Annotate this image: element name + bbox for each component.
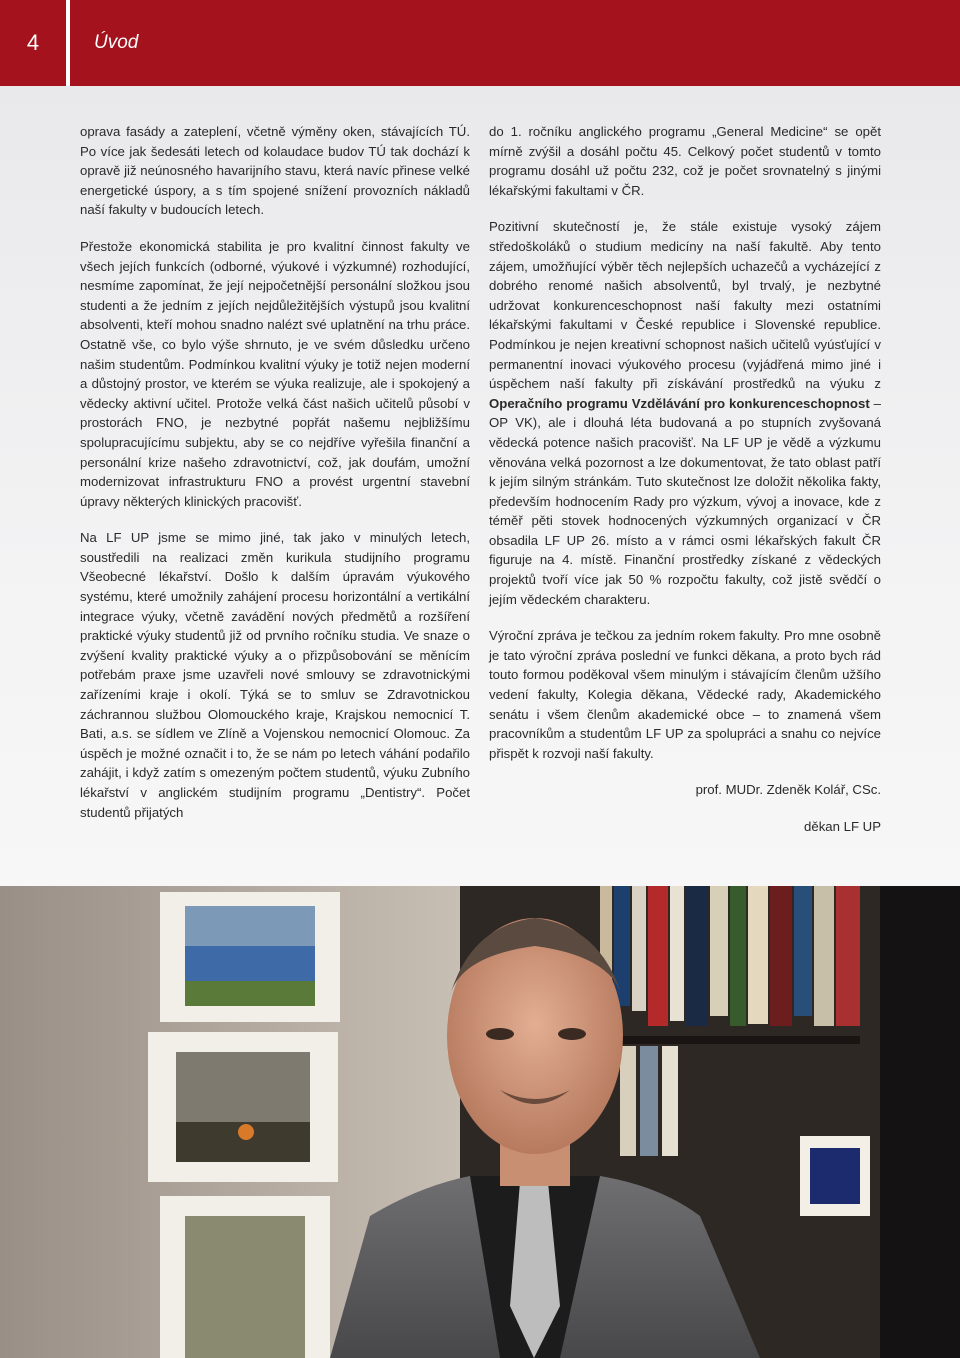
signature-name: prof. MUDr. Zdeněk Kolář, CSc.	[695, 782, 881, 798]
painting-lower	[160, 1196, 330, 1358]
right-column	[489, 122, 881, 854]
painting-fire	[148, 1032, 338, 1182]
signature-role: děkan LF UP	[804, 819, 881, 834]
right-paragraph-1: do 1. ročníku anglického programu „General Medicine“ se opět mírně zvýšil a dosáhl počtu 45. Celkový počet studentů v tomto programu dosáhl už počtu 232, což je počet srovnatelný s jinými lékařskými fakultami v ČR.	[489, 124, 881, 198]
portrait-illustration	[0, 886, 960, 1358]
left-paragraph-2: Přestože ekonomická stabilita je pro kvalitní činnost fakulty ve všech jejích funkcích (odborné, výukové i výzkumné) rozhodující, nesmíme zapomínat, že její nejpočetnější personální složkou jsou studenti a že jedním z jejích nejdůležitějších výstupů jsou kvalitní absolventi, kteří mohou snadno nalézt své uplatnění na trhu práce. Ostatně vše, co bylo výše shrnuto, je ve svém důsledku určeno našim studentům. Podmínkou kvalitní výuky je totiž nejen moderní a důstojný prostor, ve kterém se výuka realizuje, ale i spokojený a vědecky aktivní učitel. Protože velká část našich učitelů působí v prostorách FNO, je nezbytné popřát našemu nejbližšímu spolupracujícímu subjektu, aby se co nejdříve vyřešila finanční a personální krize našeho zdravotnictví, což, jak doufám, umožní modernizovat infrastrukturu FNO a provést urgentní stavební úpravy některých klinických pracovišť.	[80, 238, 470, 509]
right-paragraph-2	[489, 217, 881, 609]
painting-field	[160, 892, 340, 1022]
right-paragraph-2-end: – OP VK), ale i dlouhá léta budovaná a po stupních zvyšovaná vědecká potence našich pracovišť. Na LF UP je vědě a výzkumu věnována velká pozornost a lze dokumentovat, že tato oblast patří k jejím silným stránkám. Tuto skutečnost lze doložit několika fakty, především hodnocením Rady pro výzkum, vývoj a inovace, kde z téměř pěti stovek hodnocených výzkumných organizací v ČR obsadila LF UP 26. místo a v rámci osmi lékařských fakult ČR figuruje na 4. místě. Finanční prostředky získané z vědeckých projektů tvoří více jak 50 % rozpočtu fakulty, což jistě svědčí o jejím vědeckém charakteru.	[489, 395, 881, 607]
left-column	[80, 122, 470, 822]
right-paragraph-3: Výroční zpráva je tečkou za jedním rokem fakulty. Pro mne osobně je tato výroční zpráva poslední ve funkci děkana, a proto bych rád touto formou poděkoval všem minulým i stávajícím členům užšího vedení fakulty, Kolegia děkana, Vědecké rady, Akademického senátu i všem členům akademické obce – to znamená všem pracovníkům a studentům LF UP za spolupráci a snahu co nejvíce přispět k rozvoji naší fakulty.	[489, 628, 881, 761]
right-paragraph-2-start: Pozitivní skutečností je, že stále existuje vysoký zájem středoškoláků o studium medicíny na naší fakultě. Aby tento zájem, umožňující výběr těch nejlepších uchazečů a vycházející z dobrého renomé našich absolventů, byl trvalý, je nezbytné udržovat konkurenceschopnost naší fakulty mezi ostatními lékařskými fakultami v České republice i Slovenské republice. Podmínkou je nejen kreativní schopnost našich učitelů vyúsťující v permanentní inovaci výukového procesu (vyjádřená mimo jiné i úspěchem naší fakulty při získávání prostředků na výuku z	[489, 219, 881, 392]
operational-program-name: Operačního programu Vzdělávání pro konkurenceschopnost	[489, 395, 870, 411]
left-paragraph-3: Na LF UP jsme se mimo jiné, tak jako v minulých letech, soustředili na realizaci změn kurikula studijního programu Všeobecné lékařství. Došlo k dalším úpravám výukového systému, které umožnily zahájení procesu horizontální a vertikální integrace výuky, včetně zavádění nových předmětů a rozšíření praktické výuky studentů již od prvního ročníku studia. Ve snaze o zvýšení kvality praktické výuky a o přizpůsobování se měnícím potřebám praxe jsme uzavřeli nové smlouvy se zdravotnickými zařízeními kraje i okolí. Týká se to smluv se Zdravotnickou záchrannou službou Olomouckého kraje, Krajskou nemocnicí T. Bati, a.s. se sídlem ve Zlíně a Vojenskou nemocnicí Olomouc. Za úspěch je možné označit i to, že se nám po letech váhání podařilo zahájit, i když zatím s omezeným počtem studentů, výuku Zubního lékařství v anglickém studijním programu „Dentistry“. Počet studentů přijatých	[80, 530, 470, 820]
page-header	[0, 0, 960, 86]
page-number: 4	[0, 0, 66, 86]
dean-portrait-photo	[0, 886, 960, 1358]
section-title: Úvod	[70, 0, 960, 86]
left-paragraph-1: oprava fasády a zateplení, včetně výměny oken, stávajících TÚ. Po více jak šedesáti letech od kolaudace budov TÚ tak dochází k opravě již neúnosného havarijního stavu, která navíc přinese velké energetické úspory, a s tím spojené snížení provozních nákladů naší fakulty v budoucích letech.	[80, 124, 470, 218]
